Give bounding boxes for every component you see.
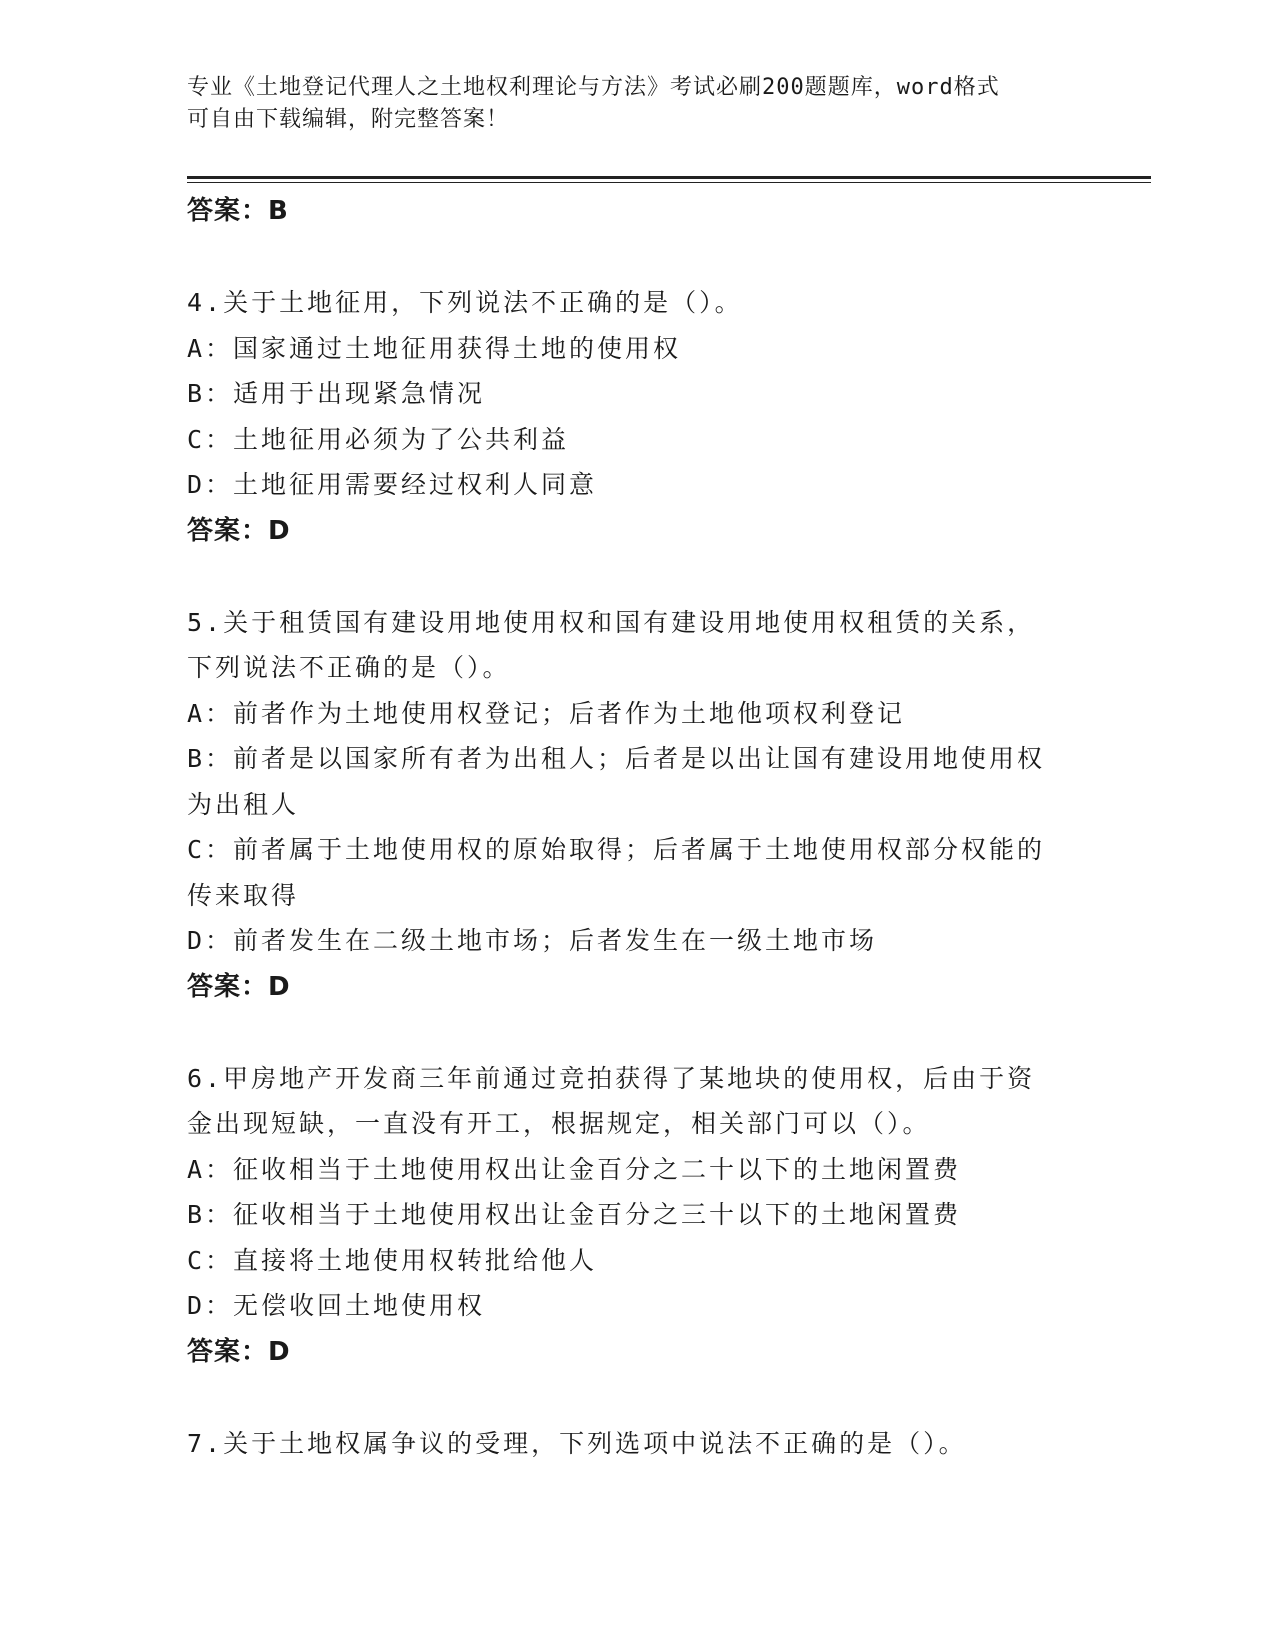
spacer — [187, 1010, 1151, 1056]
question-text: 5.关于租赁国有建设用地使用权和国有建设用地使用权租赁的关系， — [187, 607, 1036, 637]
document-body — [187, 188, 1151, 1466]
question-block — [187, 1056, 1151, 1375]
header-divider-thin — [187, 182, 1151, 183]
option-b: B：适用于出现紧急情况 — [187, 379, 486, 408]
question-text: 4.关于土地征用，下列说法不正确的是（）。 — [187, 288, 743, 317]
question-text: 6.甲房地产开发商三年前通过竞拍获得了某地块的使用权，后由于资 — [187, 1063, 1036, 1093]
answer-line: 答案：D — [187, 971, 291, 1002]
spacer — [187, 1375, 1151, 1421]
spacer — [187, 554, 1151, 600]
option-d: D：土地征用需要经过权利人同意 — [187, 470, 598, 499]
option-b: B：征收相当于土地使用权出让金百分之三十以下的土地闲置费 — [187, 1200, 962, 1229]
option-c: C：土地征用必须为了公共利益 — [187, 424, 570, 454]
header-line-2: 可自由下载编辑，附完整答案！ — [187, 107, 510, 132]
answer-line: 答案：B — [187, 196, 289, 226]
option-c-continued: 传来取得 — [187, 880, 300, 910]
header-line-1: 专业《土地登记代理人之土地权利理论与方法》考试必刷200题题库，word格式 — [187, 75, 1000, 100]
answer-line: 答案：D — [187, 1336, 291, 1367]
option-c: C：直接将土地使用权转批给他人 — [187, 1245, 598, 1275]
option-a: A：国家通过土地征用获得土地的使用权 — [187, 333, 682, 363]
option-a: A：征收相当于土地使用权出让金百分之二十以下的土地闲置费 — [187, 1154, 962, 1184]
question-block — [187, 280, 1151, 554]
option-b: B：前者是以国家所有者为出租人；后者是以出让国有建设用地使用权 — [187, 744, 1046, 773]
question-block — [187, 1421, 1151, 1467]
option-b-continued: 为出租人 — [187, 789, 300, 819]
option-d: D：无偿收回土地使用权 — [187, 1291, 486, 1320]
document-header — [187, 72, 1067, 136]
answer-line: 答案：D — [187, 515, 291, 546]
option-c: C：前者属于土地使用权的原始取得；后者属于土地使用权部分权能的 — [187, 835, 1046, 864]
header-divider-thick — [187, 176, 1151, 179]
question-text: 7.关于土地权属争议的受理，下列选项中说法不正确的是（）。 — [187, 1428, 967, 1458]
option-a: A：前者作为土地使用权登记；后者作为土地他项权利登记 — [187, 698, 906, 728]
question-block — [187, 600, 1151, 1010]
question-text: 金出现短缺，一直没有开工，根据规定，相关部门可以（）。 — [187, 1109, 931, 1138]
question-text: 下列说法不正确的是（）。 — [187, 653, 511, 682]
spacer — [187, 234, 1151, 280]
option-d: D：前者发生在二级土地市场；后者发生在一级土地市场 — [187, 926, 878, 955]
